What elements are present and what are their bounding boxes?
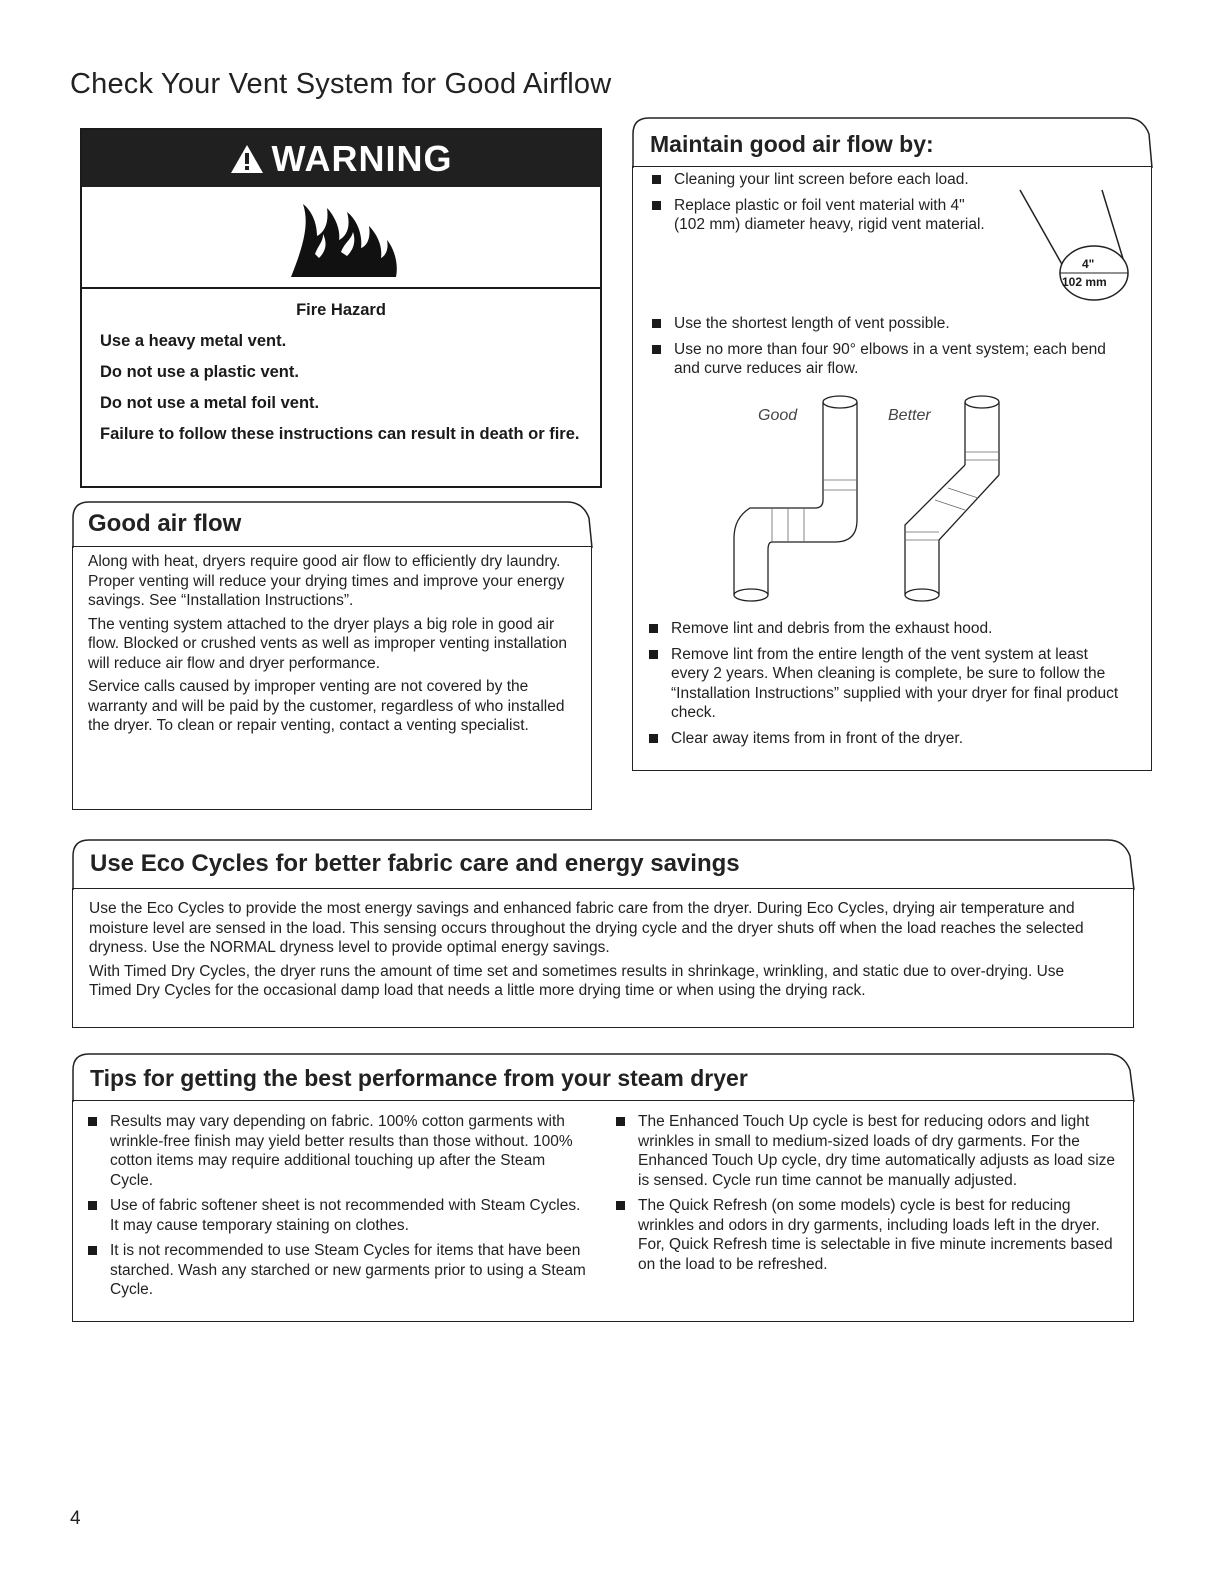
hazard-title: Fire Hazard (296, 301, 386, 319)
elbow-diagram (720, 390, 1020, 610)
maintain-list-mid (650, 314, 1130, 385)
bullet-icon (88, 1246, 97, 1255)
warning-line: Do not use a plastic vent. (100, 363, 299, 381)
bullet-icon (649, 624, 658, 633)
paragraph: Service calls caused by improper venting are not covered by the warranty and will be paid by the customer, regardless of who installed the dryer. To clean or repair venting, contact a venting specialist. (88, 678, 565, 734)
list-item: Remove lint from the entire length of the vent system at least every 2 years. When cleaning is complete, be sure to follow the “Installation Instructions” supplied with your dryer for final product check. (647, 645, 1127, 723)
bullet-icon (88, 1201, 97, 1210)
paragraph: Along with heat, dryers require good air flow to efficiently dry laundry. Proper venting will reduce your drying times and improve your energy savings. See “Installation Instructions”. (88, 553, 565, 609)
diameter-label-mm: 102 mm (1062, 275, 1107, 289)
list-item: Results may vary depending on fabric. 100% cotton garments with wrinkle-free finish may yield better results than those without. 100% cotton items may require additional touching up after the Steam Cycle. (86, 1112, 586, 1190)
list-item: The Quick Refresh (on some models) cycle is best for reducing wrinkles and odors in dry garments, including loads left in the dryer. For, Quick Refresh time is selectable in five minute increments based on the load to be refreshed. (614, 1196, 1124, 1274)
eco-text (89, 899, 1109, 1005)
list-item: Use of fabric softener sheet is not recommended with Steam Cycles. It may cause temporary staining on clothes. (86, 1196, 586, 1235)
diameter-label-in: 4" (1082, 257, 1095, 271)
tips-heading: Tips for getting the best performance from your steam dryer (90, 1065, 748, 1091)
warning-triangle-icon (230, 144, 264, 174)
fire-icon (281, 192, 401, 282)
list-item: Clear away items from in front of the dryer. (647, 729, 1127, 749)
page-number: 4 (70, 1508, 81, 1529)
warning-label: WARNING (271, 137, 453, 179)
tips-right-list (614, 1112, 1124, 1280)
good-air-flow-text (88, 552, 568, 740)
bullet-icon (652, 201, 661, 210)
list-item: Remove lint and debris from the exhaust hood. (647, 619, 1127, 639)
bullet-icon (616, 1117, 625, 1126)
paragraph: The venting system attached to the dryer plays a big role in good air flow. Blocked or crushed vents as well as improper venting installation will reduce air flow and dryer performance. (88, 615, 568, 672)
good-air-flow-heading: Good air flow (88, 510, 242, 537)
page-title: Check Your Vent System for Good Airflow (70, 68, 612, 100)
bullet-icon (652, 175, 661, 184)
diagram-good-label: Good (758, 407, 798, 424)
maintain-heading: Maintain good air flow by: (650, 131, 934, 157)
bullet-icon (88, 1117, 97, 1126)
warning-line: Do not use a metal foil vent. (100, 394, 320, 412)
bullet-icon (616, 1201, 625, 1210)
paragraph: With Timed Dry Cycles, the dryer runs the amount of time set and sometimes results in shrinkage, wrinkling, and static due to over-drying. Use Timed Dry Cycles for the occasional damp load that needs a little more drying time or when using the drying rack. (89, 962, 1065, 999)
list-item: It is not recommended to use Steam Cycles for items that have been starched. Wash any starched or new garments prior to using a Steam Cycle. (86, 1241, 586, 1300)
eco-heading: Use Eco Cycles for better fabric care and energy savings (90, 850, 740, 877)
maintain-list-top (650, 170, 990, 241)
paragraph: Use the Eco Cycles to provide the most energy savings and enhanced fabric care from the dryer. During Eco Cycles, drying air temperature and moisture level are sensed in the load. This sensing occurs throughout the drying cycle and the dryer shuts off when the load reaches the selected dryness. Use the NORMAL dryness level to provide optimal energy savings. (89, 900, 1084, 956)
diagram-better-label: Better (888, 407, 931, 424)
warning-banner (82, 130, 600, 187)
warning-box (80, 128, 602, 488)
bullet-icon (649, 650, 658, 659)
tips-left-list (86, 1112, 586, 1306)
list-item: Cleaning your lint screen before each load. (650, 170, 990, 190)
bullet-icon (649, 734, 658, 743)
list-item: The Enhanced Touch Up cycle is best for reducing odors and light wrinkles in small to medium-sized loads of dry garments. For the Enhanced Touch Up cycle, dry time automatically adjusts as load size is sensed. Cycle run time cannot be manually adjusted. (614, 1112, 1124, 1190)
maintain-list-bottom (647, 619, 1127, 754)
fire-icon-area (82, 187, 600, 289)
bullet-icon (652, 345, 661, 354)
list-item: Replace plastic or foil vent material with 4" (102 mm) diameter heavy, rigid vent material. (650, 196, 990, 235)
bullet-icon (652, 319, 661, 328)
list-item: Use the shortest length of vent possible. (650, 314, 1130, 334)
warning-text (100, 300, 582, 455)
warning-line: Use a heavy metal vent. (100, 332, 287, 350)
list-item: Use no more than four 90° elbows in a vent system; each bend and curve reduces air flow. (650, 340, 1130, 379)
warning-line: Failure to follow these instructions can result in death or fire. (100, 425, 580, 443)
